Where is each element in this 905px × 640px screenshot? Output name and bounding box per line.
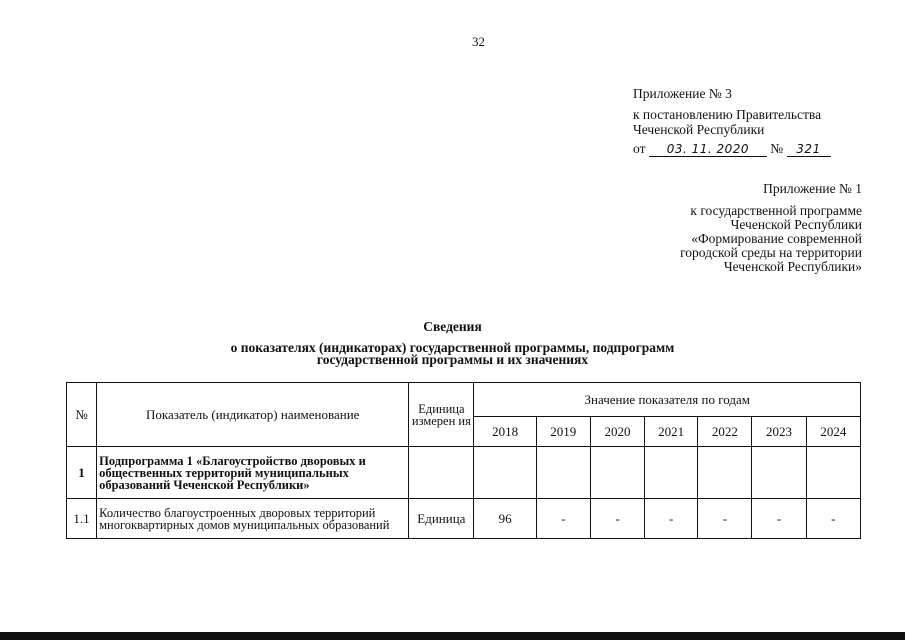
page-number: 32 xyxy=(472,34,485,49)
table-header-row xyxy=(67,383,861,417)
year-cell: 2019 xyxy=(536,417,590,447)
decree-number: 321 xyxy=(787,143,831,157)
appendix-1-line2: Чеченской Республики xyxy=(730,217,862,232)
appendix-3-line2: Чеченской Республики xyxy=(633,122,765,137)
appendix-3-date-line xyxy=(633,141,831,157)
header-indicator: Показатель (индикатор) наименование xyxy=(97,383,409,447)
year-cell: 2022 xyxy=(698,417,752,447)
header-no: № xyxy=(67,383,97,447)
appendix-3-line1: к постановлению Правительства xyxy=(633,107,822,122)
appendix-1-block xyxy=(680,182,862,274)
value-cell xyxy=(698,447,752,499)
year-cell: 2023 xyxy=(752,417,806,447)
row-no: 1.1 xyxy=(67,499,97,539)
year-cell: 2024 xyxy=(806,417,860,447)
table-row xyxy=(67,499,861,539)
row-indicator-name: Количество благоустроенных дворовых территорий многоквартирных домов муниципальных образований xyxy=(97,499,409,539)
header-unit: Единица измерен ия xyxy=(409,383,474,447)
from-label: от xyxy=(633,141,646,156)
appendix-1-title: Приложение № 1 xyxy=(763,181,862,196)
number-label: № xyxy=(770,141,784,156)
table-row xyxy=(67,447,861,499)
row-unit: Единица xyxy=(409,499,474,539)
decree-date: 03. 11. 2020 xyxy=(649,143,767,157)
value-cell xyxy=(590,447,644,499)
value-cell: - xyxy=(698,499,752,539)
header-values: Значение показателя по годам xyxy=(474,383,861,417)
appendix-1-line4: городской среды на территории xyxy=(680,245,862,260)
year-cell: 2021 xyxy=(645,417,698,447)
appendix-1-line3: «Формирование современной xyxy=(691,231,862,246)
value-cell: - xyxy=(536,499,590,539)
indicators-table xyxy=(66,382,861,539)
row-indicator-name: Подпрограмма 1 «Благоустройство дворовых и общественных территорий муниципальных образований Чеченской Республики» xyxy=(97,447,409,499)
heading-line3: государственной программы и их значениях xyxy=(316,352,589,367)
value-cell: - xyxy=(645,499,698,539)
value-cell xyxy=(474,447,536,499)
row-unit xyxy=(409,447,474,499)
scan-bottom-edge xyxy=(0,632,905,640)
value-cell xyxy=(806,447,860,499)
row-no: 1 xyxy=(67,447,97,499)
value-cell: - xyxy=(590,499,644,539)
appendix-1-line5: Чеченской Республики» xyxy=(723,259,862,274)
value-cell xyxy=(536,447,590,499)
appendix-3-title: Приложение № 3 xyxy=(633,86,732,101)
appendix-1-line1: к государственной программе xyxy=(690,203,862,218)
value-cell xyxy=(752,447,806,499)
value-cell: - xyxy=(806,499,860,539)
year-cell: 2020 xyxy=(590,417,644,447)
heading-line1: Сведения xyxy=(423,319,482,334)
value-cell: - xyxy=(752,499,806,539)
value-cell: 96 xyxy=(474,499,536,539)
year-cell: 2018 xyxy=(474,417,536,447)
appendix-3-block xyxy=(633,86,831,157)
value-cell xyxy=(645,447,698,499)
heading-line2: о показателях (индикаторах) государственной программы, подпрограмм xyxy=(230,340,675,355)
